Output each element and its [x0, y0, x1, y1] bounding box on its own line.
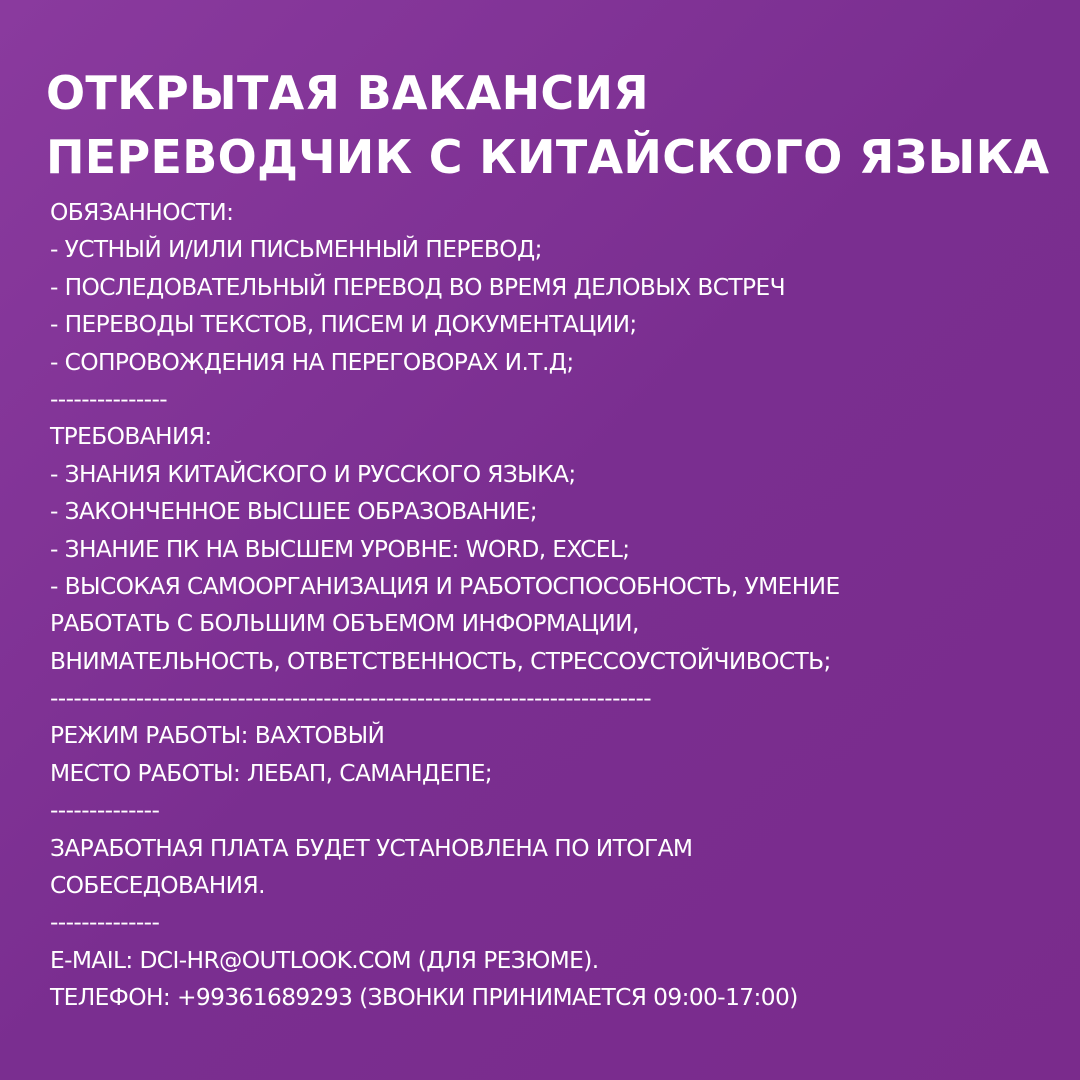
requirement-item: РАБОТАТЬ С БОЛЬШИМ ОБЪЕМОМ ИНФОРМАЦИИ, [50, 610, 639, 638]
contact-email: E-MAIL: DCI-HR@OUTLOOK.COM (ДЛЯ РЕЗЮМЕ). [50, 946, 599, 974]
salary-line: ЗАРАБОТНАЯ ПЛАТА БУДЕТ УСТАНОВЛЕНА ПО ИТОГАМ [50, 834, 693, 862]
duty-item: - ПЕРЕВОДЫ ТЕКСТОВ, ПИСЕМ И ДОКУМЕНТАЦИИ; [50, 311, 637, 339]
separator: --------------- [50, 385, 168, 413]
requirement-item: - ЗНАНИЕ ПК НА ВЫСШЕМ УРОВНЕ: WORD, EXCEL; [50, 535, 630, 563]
requirement-item: ВНИМАТЕЛЬНОСТЬ, ОТВЕТСТВЕННОСТЬ, СТРЕССОУСТОЙЧИВОСТЬ; [50, 647, 831, 675]
duty-item: - ПОСЛЕДОВАТЕЛЬНЫЙ ПЕРЕВОД ВО ВРЕМЯ ДЕЛОВЫХ ВСТРЕЧ [50, 273, 785, 301]
separator: -------------- [50, 797, 160, 825]
title-open-vacancy: ОТКРЫТАЯ ВАКАНСИЯ [46, 66, 650, 120]
separator: ----------------------------------------------------------------------------- [50, 685, 652, 713]
duties-heading: ОБЯЗАННОСТИ: [50, 199, 234, 226]
requirements-heading: ТРЕБОВАНИЯ: [50, 423, 212, 451]
separator: -------------- [50, 909, 160, 937]
requirement-item: - ВЫСОКАЯ САМООРГАНИЗАЦИЯ И РАБОТОСПОСОБНОСТЬ, УМЕНИЕ [50, 572, 840, 600]
requirement-item: - ЗНАНИЯ КИТАЙСКОГО И РУССКОГО ЯЗЫКА; [50, 460, 576, 488]
vacancy-details [50, 194, 1050, 1017]
contact-phone: ТЕЛЕФОН: +99361689293 (ЗВОНКИ ПРИНИМАЕТСЯ 09:00-17:00) [50, 984, 798, 1012]
duty-item: - СОПРОВОЖДЕНИЯ НА ПЕРЕГОВОРАХ И.Т.Д; [50, 348, 574, 376]
duty-item: - УСТНЫЙ И/ИЛИ ПИСЬМЕННЫЙ ПЕРЕВОД; [50, 236, 542, 264]
requirement-item: - ЗАКОНЧЕННОЕ ВЫСШЕЕ ОБРАЗОВАНИЕ; [50, 498, 538, 526]
salary-line: СОБЕСЕДОВАНИЯ. [50, 872, 265, 900]
work-schedule: РЕЖИМ РАБОТЫ: ВАХТОВЫЙ [50, 722, 385, 750]
work-location: МЕСТО РАБОТЫ: ЛЕБАП, САМАНДЕПЕ; [50, 759, 493, 787]
title-position: ПЕРЕВОДЧИК С КИТАЙСКОГО ЯЗЫКА [46, 130, 1050, 184]
